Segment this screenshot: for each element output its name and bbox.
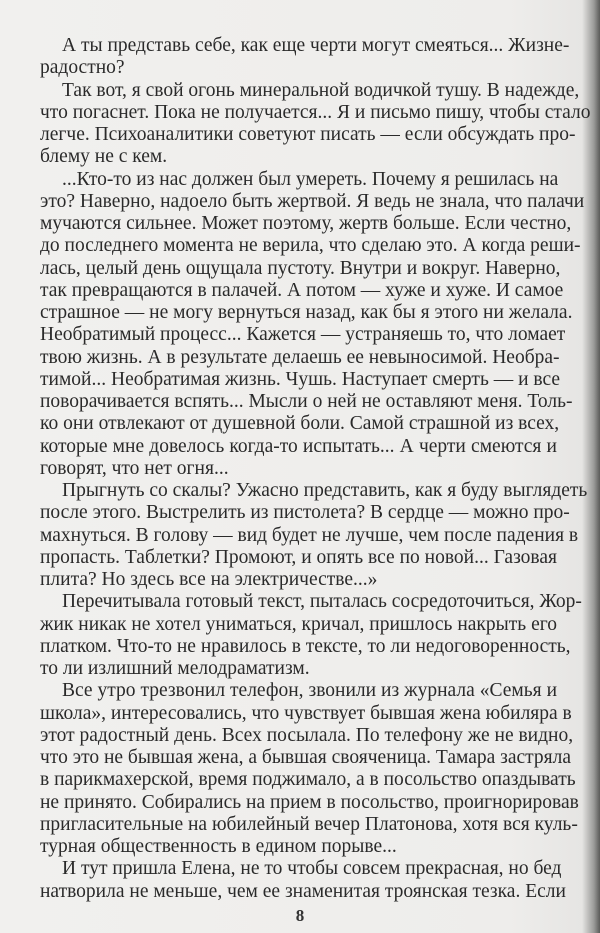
text-line: поворачивается вспять... Мысли о ней не оставляют меня. Толь- [40, 391, 573, 412]
body-text [40, 35, 591, 903]
paragraph [40, 79, 591, 169]
text-line: мучаются сильнее. Может поэтому, жертв больше. Если честно, [40, 213, 572, 234]
text-line: твою жизнь. А в результате делаешь ее невыносимой. Необра- [40, 346, 560, 368]
text-line: Прыгнуть со скалы? Ужасно представить, как я буду выглядеть [62, 480, 588, 501]
text-line: в парикмахерской, время поджимало, а в посольство опаздывать [40, 769, 576, 791]
text-line: пропасть. Таблетки? Промоют, и опять все по новой... Газовая [40, 546, 557, 568]
text-line: пригласительные на юбилейный вечер Платонова, хотя вся куль- [40, 813, 578, 835]
paragraph [40, 680, 579, 858]
text-line: страшное — не могу вернуться назад, как бы я этого ни желала. [40, 302, 573, 323]
text-line: Необратимый процесс... Кажется — устраняешь то, что ломает [40, 324, 566, 346]
text-line: радостно? [40, 57, 125, 79]
page-number: 8 [295, 906, 305, 925]
text-line: до последнего момента не верила, что сделаю это. А когда реши- [40, 235, 581, 257]
text-line: не принято. Собирались на прием в посольство, проигнорировав [40, 791, 579, 813]
text-line: что погаснет. Пока не получается... Я и письмо пишу, чтобы стало [40, 101, 591, 123]
text-line: жик никак не хотел униматься, кричал, пришлось накрыть его [40, 613, 557, 635]
text-line: И тут пришла Елена, не то чтобы совсем прекрасная, но бед [62, 858, 562, 880]
text-line: этот радостный день. Всех посылала. По телефону же не видно, [40, 724, 574, 746]
text-line: лась, целый день ощущала пустоту. Внутри и вокруг. Наверно, [40, 257, 561, 279]
text-line: А ты представь себе, как еще черти могут смеяться... Жизне- [62, 35, 570, 56]
text-line: которые мне довелось когда-то испытать... А черти смеются и [40, 435, 557, 457]
text-line: махнуться. В голову — вид будет не лучше, чем после падения в [40, 524, 579, 546]
text-line: Перечитывала готовый текст, пыталась сосредоточиться, Жор- [62, 591, 582, 613]
text-line: легче. Психоаналитики советуют писать — если обсуждать про- [40, 124, 576, 145]
text-line: Все утро трезвонил телефон, звонили из журнала «Семья и [62, 680, 557, 702]
paragraph [40, 591, 582, 680]
text-line: ко они отвлекают от душевной боли. Самой страшной из всех, [40, 413, 560, 435]
paragraph [40, 35, 570, 80]
text-line: так превращаются в палачей. А потом — хуже и хуже. И самое [40, 279, 564, 301]
text-line: после этого. Выстрелить из пистолета? В сердце — можно про- [40, 502, 570, 524]
text-line: плита? Но здесь все на электричестве...» [40, 569, 378, 590]
paragraph [40, 168, 585, 481]
text-line: то ли излишний мелодраматизм. [40, 658, 310, 679]
text-line: ...Кто-то из нас должен был умереть. Почему я решилась на [62, 168, 559, 190]
text-line: турная общественность в едином порыве... [40, 836, 397, 857]
text-line: натворила не меньше, чем ее знаменитая троянская тезка. Если [40, 880, 566, 902]
paragraph [40, 480, 588, 591]
text-line: блему не с кем. [40, 146, 168, 168]
text-line: школа», интересовались, что чувствует бывшая жена юбиляра в [40, 702, 572, 724]
text-line: это? Наверно, надоело быть жертвой. Я ведь не знала, что палачи [40, 190, 585, 212]
text-line: Так вот, я свой огонь минеральной водичкой тушу. В надежде, [62, 79, 580, 101]
text-line: тимой... Необратимая жизнь. Чушь. Наступает смерть — и все [40, 368, 561, 390]
text-line: что это не бывшая жена, а бывшая свояченица. Тамара застряла [40, 747, 572, 768]
paragraph [40, 858, 566, 903]
text-line: говорят, что нет огня... [40, 457, 229, 479]
text-line: платком. Что-то не нравилось в тексте, то ли недоговоренность, [40, 635, 571, 657]
